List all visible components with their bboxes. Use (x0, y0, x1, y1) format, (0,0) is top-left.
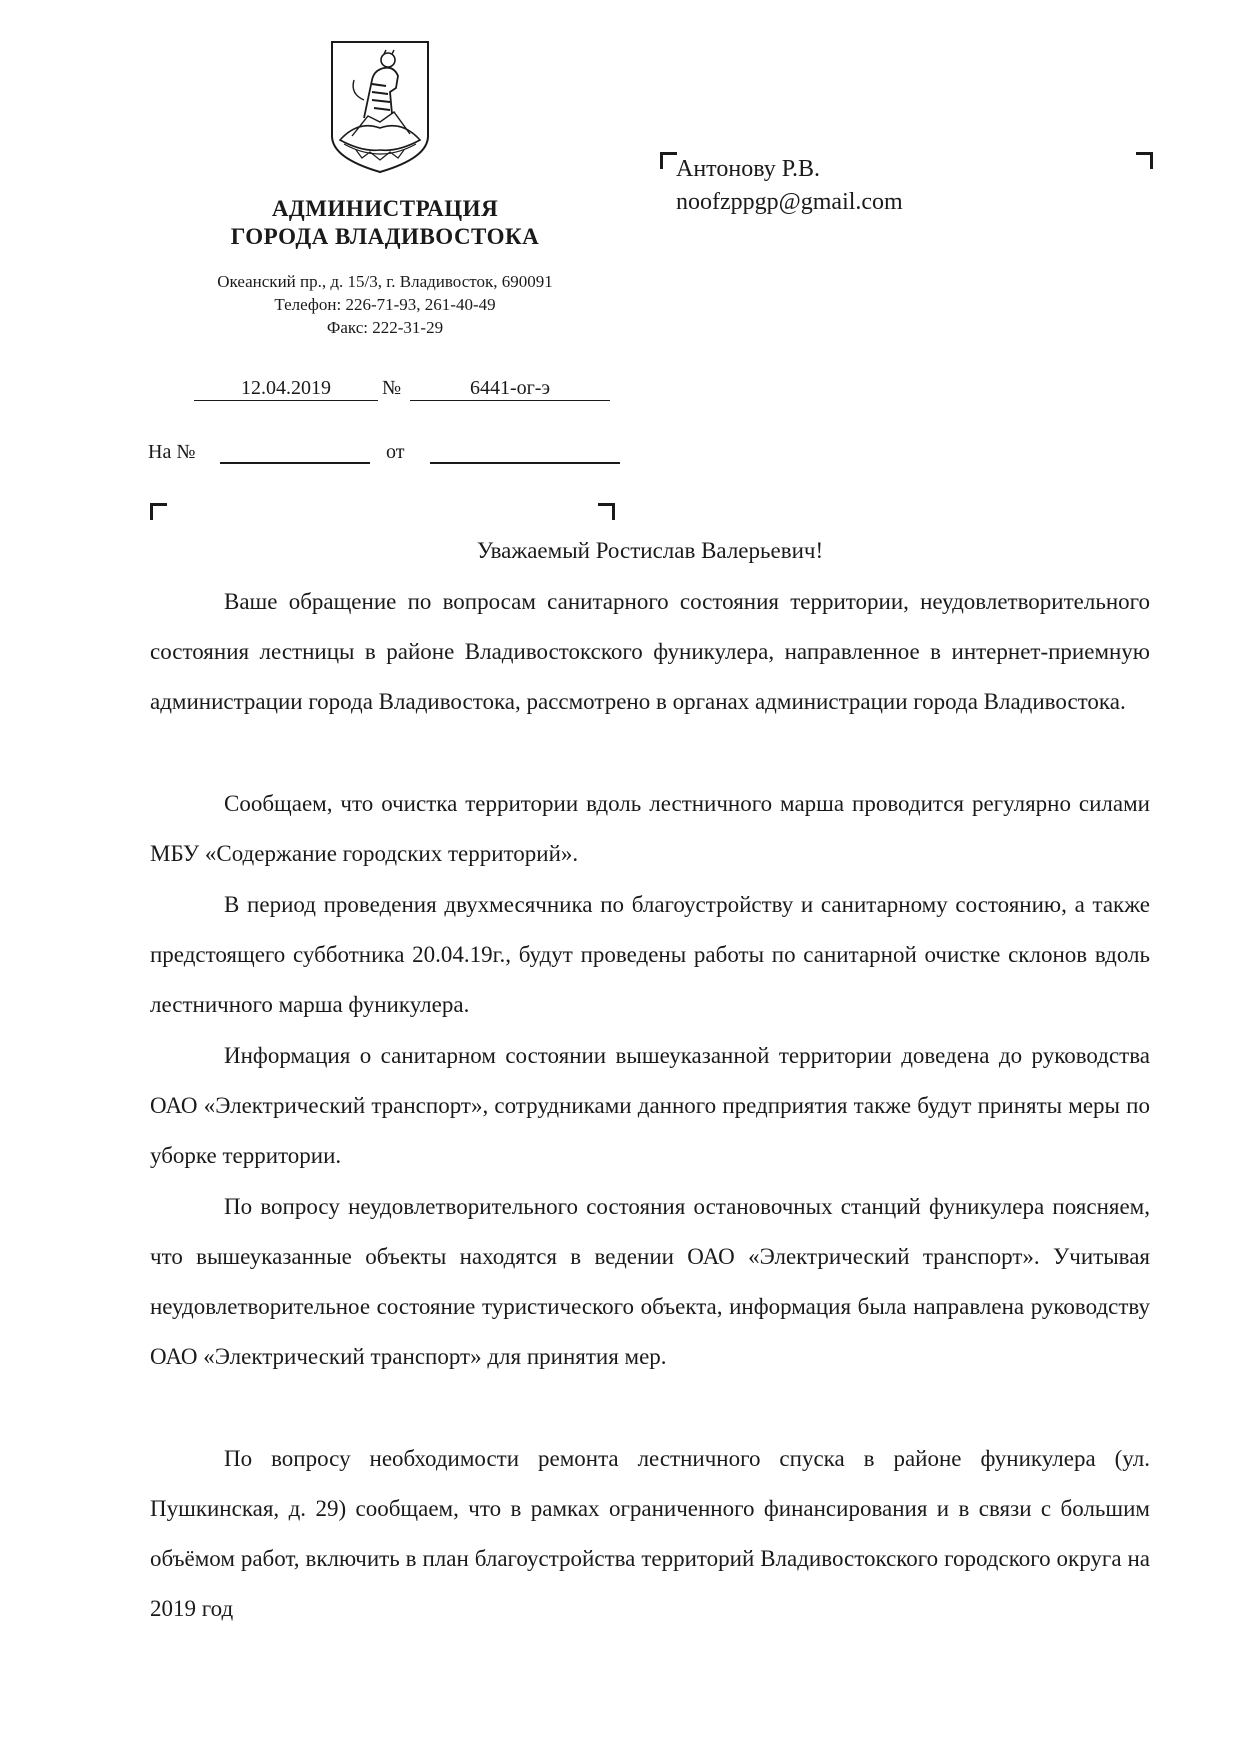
outgoing-date: 12.04.2019 (194, 376, 378, 401)
organization-phone: Телефон: 226-71-93, 261-40-49 (274, 295, 496, 314)
addressee-corner-right (1136, 152, 1153, 169)
addressee-name: Антонову Р.В. (676, 156, 821, 182)
body-paragraph-5: По вопросу неудовлетворительного состояния остановочных станций фуникулера поясняем, что вышеуказанные объекты находятся в ведении ОАО «Электрический транспорт». Учитывая неудовлетворительное состояние туристического объекта, информация была направлена руководству ОАО «Электрический транспорт» для принятия мер. (150, 1194, 1150, 1369)
organization-address: Океанский пр., д. 15/3, г. Владивосток, 690091 (217, 272, 553, 291)
coat-of-arms-emblem (328, 40, 432, 174)
number-label: № (382, 377, 402, 399)
body-paragraph-2: Сообщаем, что очистка территории вдоль лестничного марша проводится регулярно силами МБУ «Содержание городских территорий». (150, 791, 1150, 866)
contact-block (150, 270, 620, 339)
organization-fax: Факс: 222-31-29 (326, 318, 444, 337)
body-paragraph-6: По вопросу необходимости ремонта лестничного спуска в районе фуникулера (ул. Пушкинская, д. 29) сообщаем, что в рамках ограниченного финансирования и в связи с большим объёмом работ, включить в план благоустройства территорий Владивостокского городского округа на 2019 год (150, 1446, 1150, 1621)
body-paragraph-1: Ваше обращение по вопросам санитарного состояния территории, неудовлетворительного состояния лестницы в районе Владивостокского фуникулера, направленное в интернет-приемную администрации города Владивостока, рассмотрено в органах администрации города Владивостока. (150, 589, 1150, 714)
subject-corner-left (150, 503, 167, 520)
addressee-block (676, 153, 903, 219)
addressee-corner-left (660, 152, 677, 169)
organization-name-line1: АДМИНИСТРАЦИЯ (271, 196, 499, 221)
reference-from-label: от (386, 441, 405, 463)
outgoing-number: 6441-ог-э (410, 376, 610, 401)
subject-corner-right (598, 503, 615, 520)
reference-number-label: На № (148, 441, 196, 463)
reference-number-blank (220, 462, 370, 464)
organization-name-line2: ГОРОДА ВЛАДИВОСТОКА (230, 224, 540, 249)
body-paragraph-3: В период проведения двухмесячника по благоустройству и санитарному состоянию, а также предстоящего субботника 20.04.19г., будут проведены работы по санитарной очистке склонов вдоль лестничного марша фуникулера. (150, 892, 1150, 1017)
reference-date-blank (430, 462, 620, 464)
addressee-email: noofzppgp@gmail.com (676, 189, 903, 215)
greeting: Уважаемый Ростислав Валерьевич! (476, 538, 824, 563)
body-paragraph-4: Информация о санитарном состоянии вышеуказанной территории доведена до руководства ОАО «Электрический транспорт», сотрудниками данного предприятия также будут приняты меры по уборке территории. (150, 1043, 1150, 1168)
